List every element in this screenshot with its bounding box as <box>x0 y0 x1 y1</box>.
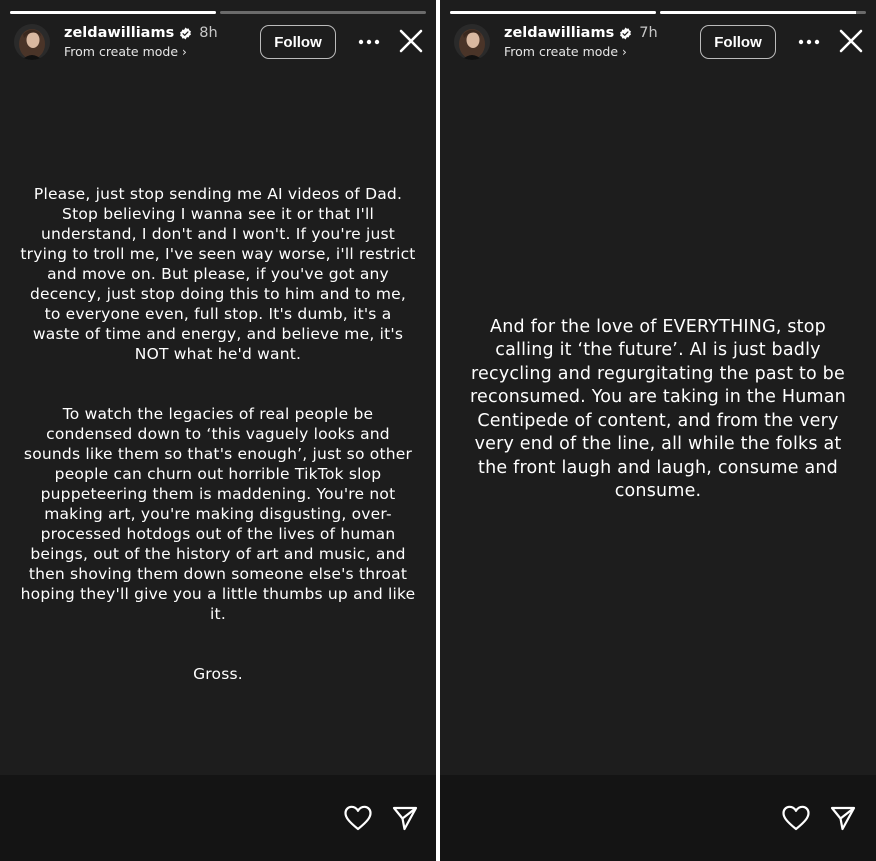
heart-icon[interactable] <box>782 805 810 831</box>
more-icon[interactable] <box>354 30 384 54</box>
story-paragraph-2: To watch the legacies of real people be condensed down to ‘this vaguely looks and sounds like them so that's enough’, just so other people can churn out horrible TikTok slop puppeteering them is maddening. You're not making art, you're making disgusting, over-processed hotdogs out of the lives of human beings, out of the history of art and music, and then shoving them down someone else's throat hoping they'll give you a little thumbs up and like it. <box>20 405 416 623</box>
post-time: 8h <box>199 25 218 41</box>
verified-badge-icon <box>179 27 192 40</box>
story-text <box>20 164 416 724</box>
username[interactable]: zeldawilliams <box>64 25 175 41</box>
chevron-right-icon: › <box>182 44 187 59</box>
username[interactable]: zeldawilliams <box>504 25 615 41</box>
more-icon[interactable] <box>794 30 824 54</box>
story-text <box>466 292 850 527</box>
avatar[interactable] <box>454 24 490 60</box>
progress-fill-2 <box>660 11 856 14</box>
story-paragraph-1: And for the love of EVERYTHING, stop calling it ‘the future’. AI is just badly recycling and regurgitating the past to be reconsumed. You are taking in the Human Centipede of content, and from the very very end of the line, all while the folks at the front laugh and laugh, consume and consume. <box>470 316 846 501</box>
subtitle-label: From create mode <box>504 44 619 59</box>
story-header <box>454 24 862 64</box>
story-paragraph-1: Please, just stop sending me AI videos of Dad. Stop believing I wanna see it or that I'll understand, I don't and I won't. If you're just trying to troll me, I've seen way worse, i'll restrict and move on. But please, if you've got any decency, just stop doing this to him and to me, to everyone even, full stop. It's dumb, it's a waste of time and energy, and believe me, it's NOT what he'd want. <box>20 185 416 363</box>
story-panel-left[interactable] <box>0 0 436 861</box>
create-mode-link[interactable] <box>504 44 658 59</box>
verified-badge-icon <box>619 27 632 40</box>
create-mode-link[interactable] <box>64 44 218 59</box>
story-footer <box>0 775 436 861</box>
subtitle-label: From create mode <box>64 44 179 59</box>
progress-segment-1 <box>450 11 656 14</box>
story-progress-bar <box>450 11 866 14</box>
story-header <box>14 24 422 64</box>
progress-fill-1 <box>450 11 656 14</box>
progress-segment-1 <box>10 11 216 14</box>
close-icon[interactable] <box>396 26 426 56</box>
story-footer <box>440 775 876 861</box>
progress-segment-2 <box>660 11 866 14</box>
send-icon[interactable] <box>392 805 418 831</box>
post-time: 7h <box>639 25 658 41</box>
follow-button[interactable]: Follow <box>700 25 776 59</box>
follow-button[interactable]: Follow <box>260 25 336 59</box>
story-panel-right[interactable] <box>440 0 876 861</box>
avatar[interactable] <box>14 24 50 60</box>
chevron-right-icon: › <box>622 44 627 59</box>
story-paragraph-3: Gross. <box>193 665 243 683</box>
close-icon[interactable] <box>836 26 866 56</box>
progress-segment-2 <box>220 11 426 14</box>
progress-fill-1 <box>10 11 216 14</box>
story-progress-bar <box>10 11 426 14</box>
heart-icon[interactable] <box>344 805 372 831</box>
send-icon[interactable] <box>830 805 856 831</box>
